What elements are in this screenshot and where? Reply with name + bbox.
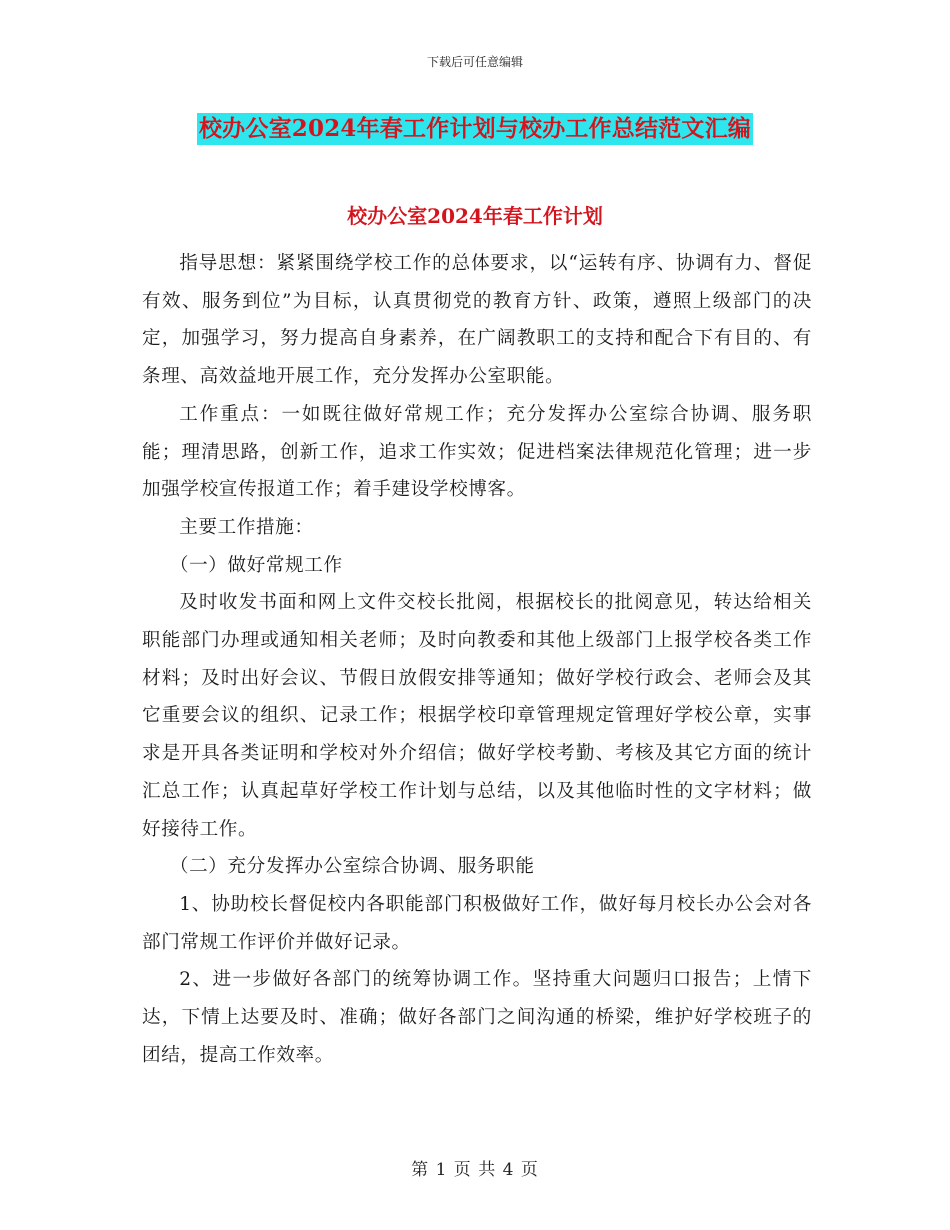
section-title: 校办公室2024年春工作计划 xyxy=(347,204,603,228)
document-title-wrap xyxy=(0,113,950,145)
subheading-coordination: （二）充分发挥办公室综合协调、服务职能 xyxy=(169,856,535,878)
paragraph-measures-heading: 主要工作措施： xyxy=(179,516,314,538)
document-title: 校办公室2024年春工作计划与校办工作总结范文汇编 xyxy=(197,113,753,145)
paragraph-guiding-idea: 指导思想：紧紧围绕学校工作的总体要求，以“运转有序、协调有力、督促有效、服务到位”为目标，认真贯彻党的教育方针、政策，遵照上级部门的决定，加强学习，努力提高自身素养，在广阔教职工的支持和配合下有目的、有条理、高效益地开展工作，充分发挥办公室职能。 xyxy=(142,253,812,388)
paragraph-work-focus: 工作重点：一如既往做好常规工作；充分发挥办公室综合协调、服务职能；理清思路，创新工作，追求工作实效；促进档案法律规范化管理；进一步加强学校宣传报道工作；着手建设学校博客。 xyxy=(142,403,812,501)
paragraph-routine-work: 及时收发书面和网上文件交校长批阅，根据校长的批阅意见，转达给相关职能部门办理或通知相关老师；及时向教委和其他上级部门上报学校各类工作材料；及时出好会议、节假日放假安排等通知；做好学校行政会、老师会及其它重要会议的组织、记录工作；根据学校印章管理规定管理好学校公章，实事求是开具各类证明和学校对外介绍信；做好学校考勤、考核及其它方面的统计汇总工作；认真起草好学校工作计划与总结，以及其他临时性的文字材料；做好接待工作。 xyxy=(142,592,812,840)
subheading-routine-work: （一）做好常规工作 xyxy=(169,554,343,576)
paragraph-item-1: 1、协助校长督促校内各职能部门积极做好工作，做好每月校长办公会对各部门常规工作评价并做好记录。 xyxy=(142,893,812,953)
page-header-note: 下载后可任意编辑 xyxy=(426,55,523,69)
page-number: 第 1 页 共 4 页 xyxy=(411,1160,539,1180)
document-body xyxy=(142,245,812,1074)
paragraph-item-2: 2、进一步做好各部门的统筹协调工作。坚持重大问题归口报告；上情下达，下情上达要及时、准确；做好各部门之间沟通的桥梁，维护好学校班子的团结，提高工作效率。 xyxy=(142,969,812,1066)
